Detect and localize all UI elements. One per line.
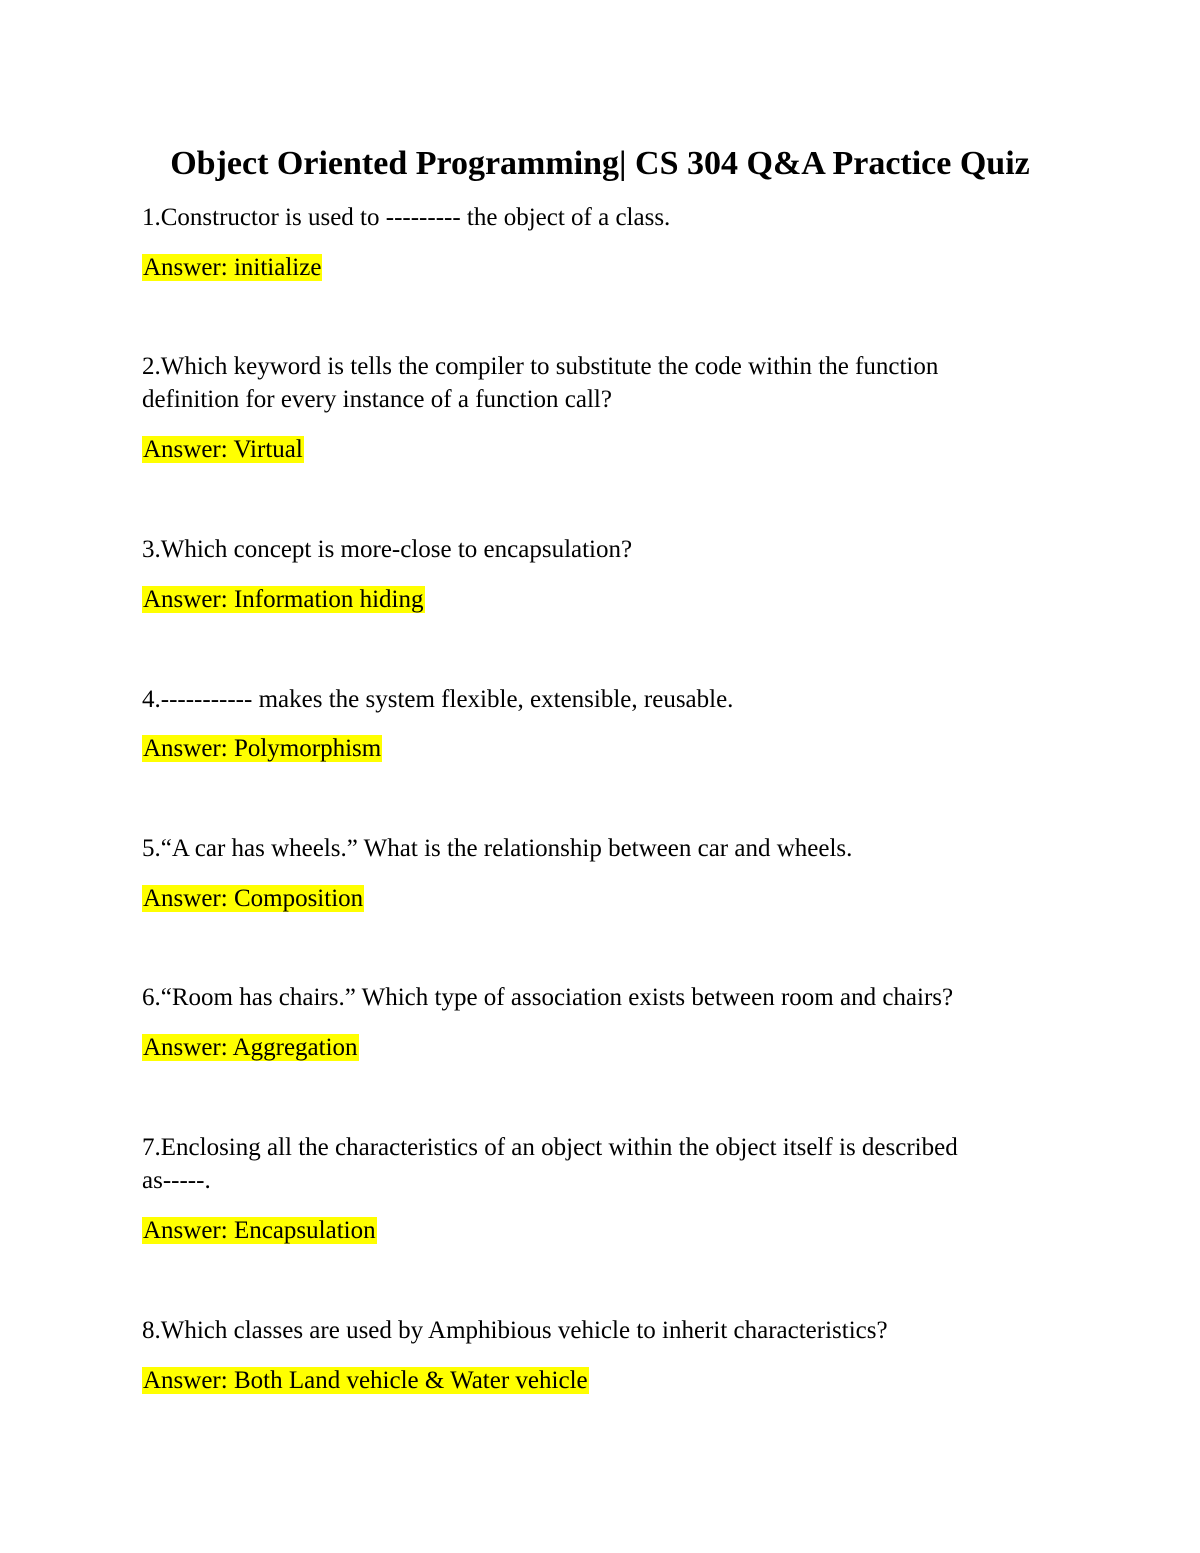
question-5-line-1: 5.“A car has wheels.” What is the relationship between car and wheels. bbox=[142, 835, 853, 862]
question-5 bbox=[142, 832, 1052, 865]
answer-4 bbox=[142, 732, 382, 765]
answer-8-text: Answer: Both Land vehicle & Water vehicle bbox=[143, 1367, 588, 1394]
answer-5 bbox=[142, 882, 364, 915]
question-7-line-2: as-----. bbox=[142, 1167, 211, 1194]
answer-6 bbox=[142, 1031, 359, 1064]
question-1-line-1: 1.Constructor is used to --------- the object of a class. bbox=[142, 204, 671, 231]
question-2-line-2: definition for every instance of a function call? bbox=[142, 386, 612, 413]
answer-6-text: Answer: Aggregation bbox=[143, 1034, 358, 1061]
answer-3 bbox=[142, 583, 425, 616]
question-1 bbox=[142, 201, 1052, 234]
question-8-line-1: 8.Which classes are used by Amphibious vehicle to inherit characteristics? bbox=[142, 1317, 888, 1344]
question-3-line-1: 3.Which concept is more-close to encapsulation? bbox=[142, 536, 633, 563]
answer-4-text: Answer: Polymorphism bbox=[143, 735, 382, 762]
answer-1 bbox=[142, 251, 322, 284]
answer-8 bbox=[142, 1364, 589, 1397]
question-4 bbox=[142, 683, 1052, 716]
answer-7-text: Answer: Encapsulation bbox=[143, 1217, 376, 1244]
question-7-line-1: 7.Enclosing all the characteristics of an object within the object itself is described bbox=[142, 1134, 958, 1161]
document-title: Object Oriented Programming| CS 304 Q&A Practice Quiz bbox=[170, 145, 1030, 182]
answer-3-text: Answer: Information hiding bbox=[143, 586, 424, 613]
answer-2 bbox=[142, 433, 304, 466]
question-4-line-1: 4.----------- makes the system flexible, extensible, reusable. bbox=[142, 686, 734, 713]
question-3 bbox=[142, 533, 1052, 566]
answer-5-text: Answer: Composition bbox=[143, 885, 364, 912]
question-2-line-1: 2.Which keyword is tells the compiler to substitute the code within the function bbox=[142, 353, 939, 380]
question-2 bbox=[142, 350, 1052, 416]
question-7 bbox=[142, 1131, 1052, 1197]
question-6 bbox=[142, 981, 1052, 1014]
answer-7 bbox=[142, 1214, 377, 1247]
question-8 bbox=[142, 1314, 1052, 1347]
question-6-line-1: 6.“Room has chairs.” Which type of association exists between room and chairs? bbox=[142, 984, 954, 1011]
answer-1-text: Answer: initialize bbox=[143, 254, 322, 281]
answer-2-text: Answer: Virtual bbox=[143, 436, 303, 463]
